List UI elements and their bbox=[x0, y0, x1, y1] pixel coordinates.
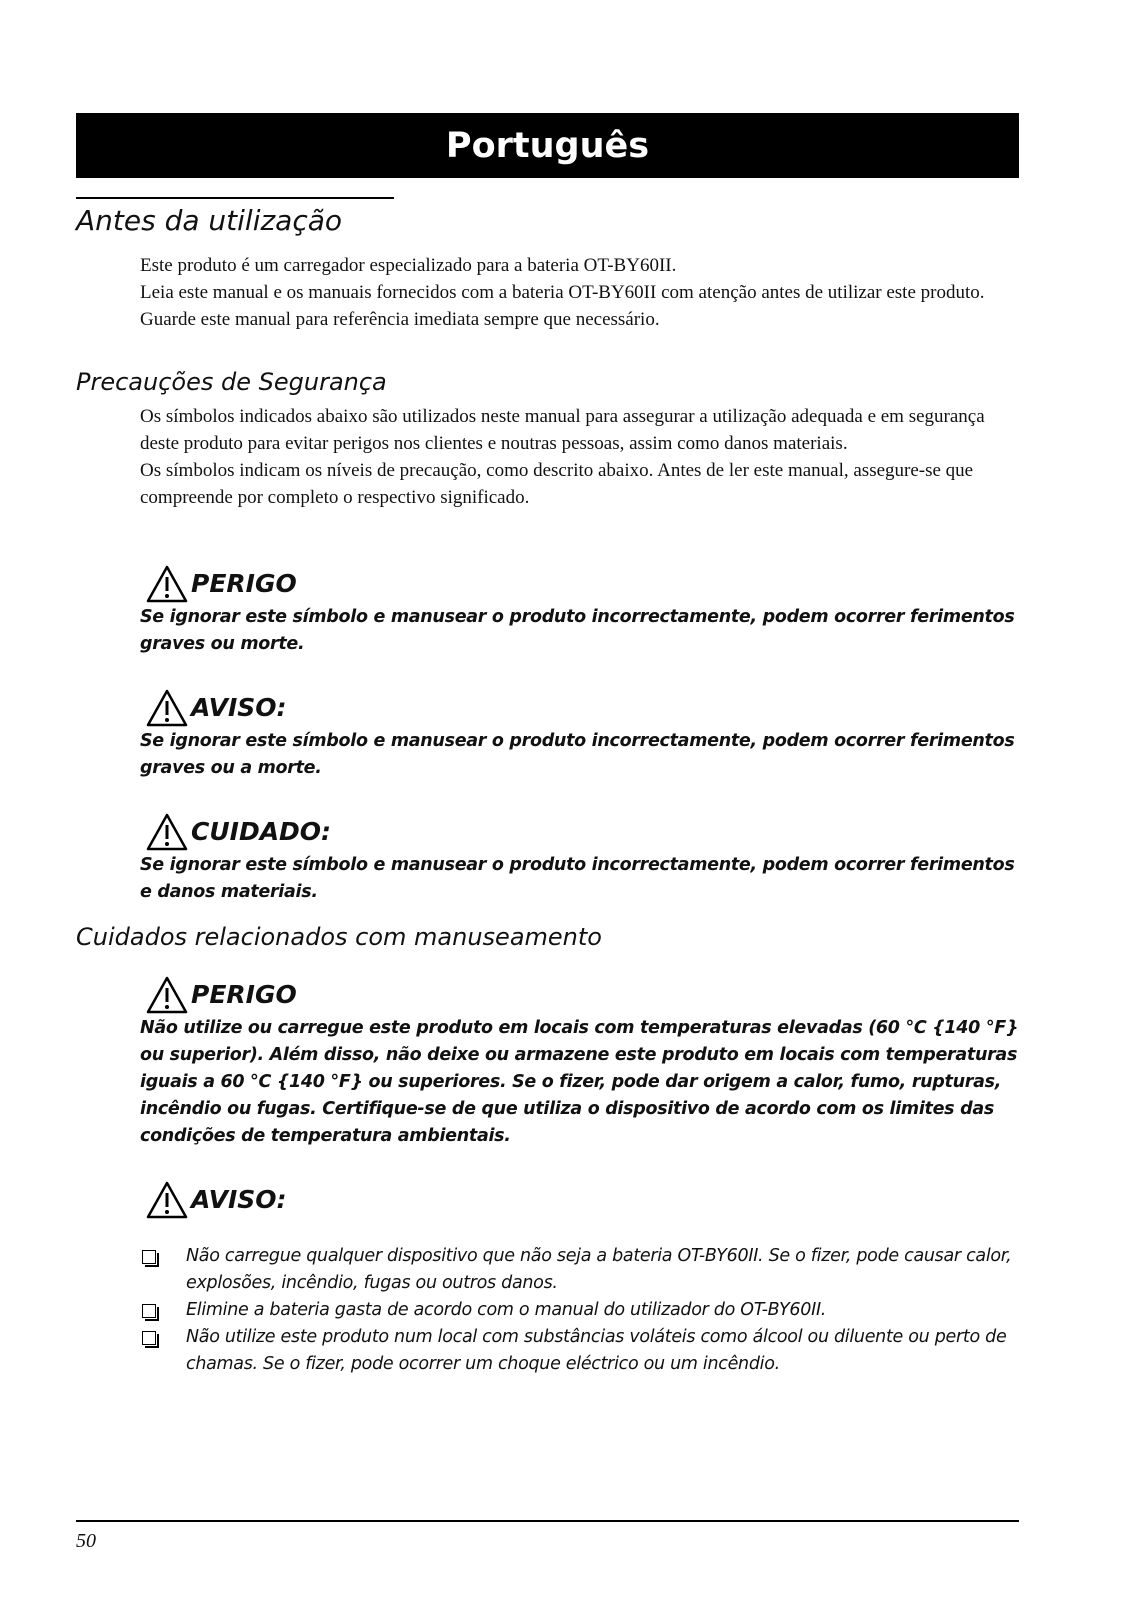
cuidado-signal bbox=[145, 812, 331, 852]
safety-paragraph: Os símbolos indicam os níveis de precaução, como descrito abaixo. Antes de ler este manual, assegure-se que compreende por completo o respectivo significado. bbox=[140, 460, 974, 508]
section-title: Antes da utilização bbox=[76, 197, 394, 239]
perigo-text: Se ignorar este símbolo e manusear o produto incorrectamente, podem ocorrer ferimentos graves ou morte. bbox=[140, 607, 1015, 654]
handling-aviso-label: AVISO: bbox=[191, 1185, 287, 1214]
list-item bbox=[140, 1324, 1020, 1378]
intro-text bbox=[140, 252, 1020, 333]
handling-perigo-description bbox=[140, 1015, 1020, 1150]
language-title: Português bbox=[445, 125, 650, 166]
warning-triangle-icon bbox=[145, 975, 189, 1015]
intro-paragraph: Guarde este manual para referência imediata sempre que necessário. bbox=[140, 309, 660, 330]
handling-title: Cuidados relacionados com manuseamento bbox=[76, 923, 602, 951]
intro-paragraph: Leia este manual e os manuais fornecidos com a bateria OT-BY60II com atenção antes de utilizar este produto. bbox=[140, 282, 985, 303]
handling-perigo-signal bbox=[145, 975, 297, 1015]
handling-perigo-label: PERIGO bbox=[191, 980, 297, 1009]
warning-triangle-icon bbox=[145, 564, 189, 604]
handling-aviso-signal bbox=[145, 1180, 287, 1220]
safety-title: Precauções de Segurança bbox=[76, 368, 387, 396]
intro-paragraph: Este produto é um carregador especializado para a bateria OT-BY60II. bbox=[140, 255, 677, 276]
checkbox-bullet-icon bbox=[140, 1250, 160, 1266]
perigo-signal bbox=[145, 564, 297, 604]
cuidado-label: CUIDADO: bbox=[191, 817, 332, 846]
aviso-label: AVISO: bbox=[191, 693, 287, 722]
warning-triangle-icon bbox=[145, 812, 189, 852]
warning-triangle-icon bbox=[145, 1180, 189, 1220]
page-number: 50 bbox=[76, 1530, 96, 1552]
aviso-description bbox=[140, 728, 1020, 782]
perigo-label: PERIGO bbox=[191, 569, 297, 598]
aviso-text: Se ignorar este símbolo e manusear o produto incorrectamente, podem ocorrer ferimentos graves ou a morte. bbox=[140, 731, 1015, 778]
cuidado-description bbox=[140, 852, 1020, 906]
checkbox-bullet-icon bbox=[140, 1304, 160, 1320]
cuidado-text: Se ignorar este símbolo e manusear o produto incorrectamente, podem ocorrer ferimentos e danos materiais. bbox=[140, 855, 1015, 902]
aviso-bullet-list bbox=[140, 1243, 1020, 1378]
safety-paragraph: Os símbolos indicados abaixo são utilizados neste manual para assegurar a utilização adequada e em segurança deste produto para evitar perigos nos clientes e noutras pessoas, assim como danos materiais. bbox=[140, 406, 985, 454]
list-item bbox=[140, 1243, 1020, 1297]
list-item-text: Não carregue qualquer dispositivo que não seja a bateria OT-BY60II. Se o fizer, pode causar calor, explosões, incêndio, fugas ou outros danos. bbox=[186, 1246, 1012, 1293]
perigo-description bbox=[140, 604, 1020, 658]
list-item bbox=[140, 1297, 1020, 1324]
list-item-text: Não utilize este produto num local com substâncias voláteis como álcool ou diluente ou perto de chamas. Se o fizer, pode ocorrer um choque eléctrico ou um incêndio. bbox=[186, 1327, 1007, 1374]
warning-triangle-icon bbox=[145, 688, 189, 728]
handling-perigo-text: Não utilize ou carregue este produto em locais com temperaturas elevadas (60 °C {140 °F} ou superior). Além disso, não deixe ou armazene este produto em locais com temperaturas iguais a 60 °C {140 °F} ou superiores. Se o fizer, pode dar origem a calor, fumo, rupturas, incêndio ou fugas. Certifique-se de que utiliza o dispositivo de acordo com os limites das condições de temperatura ambientais. bbox=[140, 1018, 1019, 1146]
language-banner bbox=[76, 113, 1019, 178]
safety-text bbox=[140, 403, 1020, 511]
list-item-text: Elimine a bateria gasta de acordo com o manual do utilizador do OT-BY60II. bbox=[186, 1300, 827, 1320]
checkbox-bullet-icon bbox=[140, 1331, 160, 1347]
aviso-signal bbox=[145, 688, 287, 728]
footer-divider bbox=[76, 1520, 1019, 1522]
